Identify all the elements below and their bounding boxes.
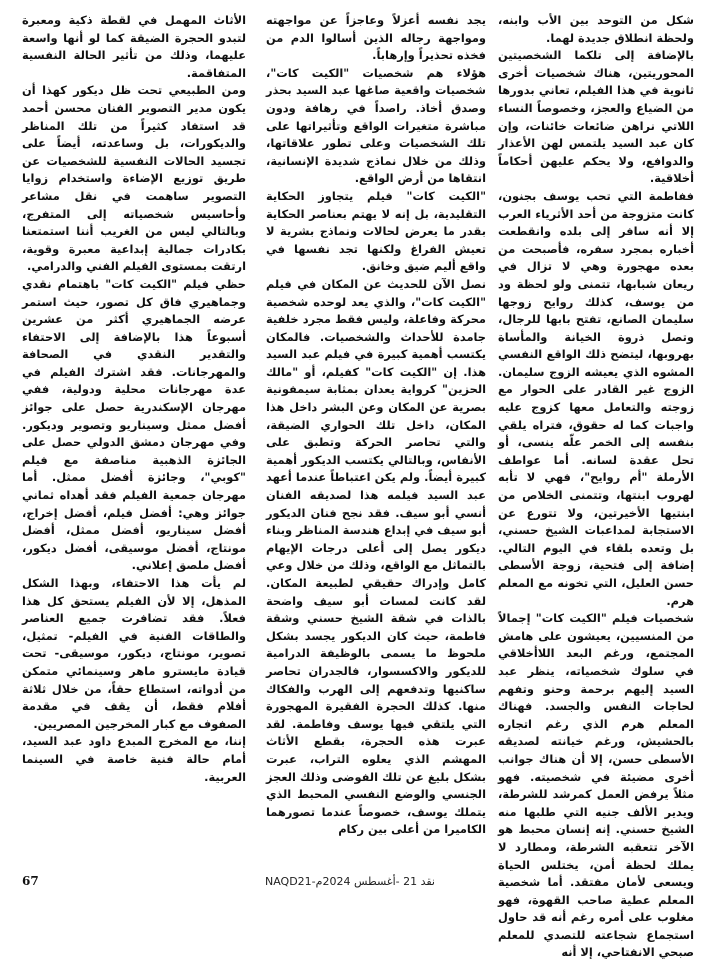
- page-number: 67: [22, 874, 39, 888]
- paragraph: شخصيات فيلم "الكيت كات" إجمالاً من المنسيين، يعيشون على هامش المجتمع، ورغم البعد اللاأخلاقي في سلوك شخصياته، ينظر عبد السيد إليهم برحمة وحنو وتفهم لحاجات النفس والجسد. فهناك المعلم هرم الذي رغم اتجاره بالحشيش، ورغم خيانته لصديقه الأسطى حسن، إلا أن هناك جوانب أخرى مضيئة في شخصيته. فهو مثلاً يرفض العمل كمرشد للشرطة، ويدير الألف جنيه التي طلبها منه الشيخ حسني. إنه إنسان محبط هو الآخر تتعقبه الشرطة، ومطارد لا يملك لحظة أمن، يختلس الحياة ويسعى لأمان مفتقد. أما شخصية المعلم عطية صاحب القهوة، فهو مغلوب على أمره رغم أنه قد حاول استجماع شجاعته للتصدي للمعلم صبحي الانفتاحي، إلا أنه: [498, 611, 694, 960]
- article-column-right: [498, 12, 694, 960]
- paragraph: حظي فيلم "الكيت كات" باهتمام نقدي وجماهيري فاق كل تصور، حيث استمر عرضه الجماهيري أكثر من عشرين أسبوعاً هذا بالإضافة إلى الاحتفاء والتقدير النقدي في الصحافة والمهرجانات. فقد اشترك الفيلم في عدة مهرجانات محلية ودولية، ففي مهرجان الإسكندرية حصل على جوائز أفضل ممثل وسيناريو وتصوير وديكور. وفي مهرجان دمشق الدولي حصل على الجائزة الذهبية مناصفة مع فيلم "كوبي"، وجائزة أفضل ممثل. أما مهرجان جمعية الفيلم فقد أهداه ثماني جوائز وهي: أفضل فيلم، أفضل إخراج، أفضل سيناريو، أفضل ممثل، أفضل مونتاج، أفضل موسيقى، أفضل ديكور، أفضل ملصق إعلاني.: [22, 276, 246, 573]
- paragraph: بالإضافة إلى تلكما الشخصيتين المحوريتين، هناك شخصيات أخرى ثانوية في هذا الفيلم، تعاني بدورها من الضياع والعجز، وخصوصاً النساء اللاتي نراهن ضائعات خائنات، وإن كان عبد السيد يلتمس لهن الأعذار والدوافع، ولا يحكم عليهن أحكاماً أخلاقية.: [498, 48, 694, 186]
- article-column-left: [22, 12, 246, 868]
- paragraph: يجد نفسه أعزلاً وعاجزاً عن مواجهته ومواجهة رجاله الذين أسالوا الدم من فخذه تحذيراً وإرهاباً.: [266, 13, 486, 63]
- issue-footer: نقد 21 -أغسطس 2024م-NAQD21: [264, 875, 435, 888]
- paragraph: ومن الطبيعي تحت ظل ديكور كهذا أن يكون مدير التصوير الفنان محسن أحمد قد استفاد كثيراً من تلك المناظر والديكورات، بل وساعدته، أيضاً على تجسيد الحالات النفسية للشخصيات عن طريق توزيع الإضاءة واستخدام زوايا التصوير ساهمت في نقل مشاعر وأحاسيس شخصياته إلى المتفرج، وبالتالي ليس من الغريب أننا استمتعنا بكادرات جمالية إبداعية معبرة وقوية، ارتقت بمستوى الفيلم الفني والدرامي.: [22, 83, 246, 274]
- paragraph: الأثاث المهمل في لقطة ذكية ومعبرة لتبدو الحجرة الضيقة كما لو أنها واسعة عليهما، وذلك من تأثير الحالة النفسية المتفاقمة.: [22, 13, 246, 80]
- paragraph: ففاطمة التي تحب يوسف بجنون، كانت متزوجة من أحد الأثرياء العرب إلا أنه سافر إلى بلده وانقطعت أخباره بمجرد سفره، فأصبحت من بعده مهجورة وهي لا تزال في ريعان شبابها، تتمنى ولو لحظة ود من يوسف، كذلك روايح زوجها سليمان الصانع، تفتح بابها للرجال، وتصل ذروة الخيانة والمأساة بهروبها، ليتضح ذلك الواقع النفسي المشوه الذي يعيشه الزوج سليمان. الزوج غير القادر على الحوار مع زوجته والتعامل معها كزوج عليه واجبات كما له حقوق، فتراه يلقي بنفسه إلى الخمر علّه ينسى، أو تحل عقدة لسانه. أما عواطف الأرملة "أم روايح"، فهي لا تأبه لهروب ابنتها، وتتمنى الخلاص من ابنتيها الأخيرتين، ولا تتورع عن الاستجابة لمداعبات الشيخ حسني، بل وتعده بلقاء في اليوم التالي. إضافة إلى فتحية، زوجة الأسطى حسن العليل، التي تخونه مع المعلم هرم.: [498, 188, 694, 608]
- paragraph: هؤلاء هم شخصيات "الكيت كات"، شخصيات واقعية صاغها عبد السيد بحذر وصدق أخاذ. راصداً في رهافة ودون مباشرة متغيرات الواقع وتأثيراتها على تلك الشخصيات وعلى تطور علاقاتها، وذلك من خلال نماذج شديدة الإنسانية، انتقاها من أرض الواقع.: [266, 65, 486, 186]
- paragraph: نصل الآن للحديث عن المكان في فيلم "الكيت كات"، والذي يعد لوحده شخصية محركة وفاعلة، وليس فقط مجرد خلفية جامدة للأحداث والشخصيات. فالمكان يكتسب أهمية كبيرة في فيلم عبد السيد هذا. إن "الكيت كات" كفيلم، أو "مالك الحزين" كرواية يعدان بمثابة سيمفونية بصرية عن المكان وعن البشر داخل هذا المكان، داخل تلك الحواري الضيقة، والتي تحاصر الحركة وتطبق على الأنفاس، وبالتالي يكتسب الديكور أهمية كبيرة أيضاً. ولم يكن اعتباطاً عندما أعهد عبد السيد فيلمه هذا لصديقه الفنان أنسي أبو سيف. فقد نجح فنان الديكور أبو سيف في إبداع هندسة المناظر وبناء ديكور يصل إلى أعلى درجات الإيهام بالتماثل مع الواقع، وذلك من خلال وعي كامل وإدراك حقيقي لطبيعة المكان. لقد كانت لمسات أبو سيف واضحة بالذات في شقة الشيخ حسني وشقة فاطمة، حيث كان الديكور يجسد بشكل ملحوظ ما يسمى بالوظيفة الدرامية للديكور والاكسسوار، فالجدران تحاصر ساكنيها وتدفعهم إلى الهرب والفكاك منها. كذلك الحجرة الفقيرة المهجورة التي يلتقي فيها يوسف وفاطمة. لقد عبرت هذه الحجرة، بقطع الأثاث المهشم الذي يعلوه التراب، عبرت بشكل بليغ عن تلك الفوضى وذلك العجز الجنسي والوضع النفسي المحبط الذي يتملك يوسف، خصوصاً عندما تصورهما الكاميرا من أعلى بين ركام: [266, 276, 486, 837]
- paragraph: "الكيت كات" فيلم يتجاوز الحكاية التقليدية، بل إنه لا يهتم بعناصر الحكاية بقدر ما يعرض لحالات ونماذج بشرية لا تعيش الفراغ ولكنها تجد نفسها في واقع أليم ضيق وخانق.: [266, 188, 486, 274]
- paragraph: إننا، مع المخرج المبدع داود عبد السيد، أمام حالة فنية خاصة في السينما العربية.: [22, 734, 246, 784]
- paragraph: لم يأت هذا الاحتفاء، وبهذا الشكل المذهل، إلا لأن الفيلم يستحق كل هذا فعلاً. فقد تضافرت جميع العناصر والطاقات الفنية في الفيلم- تمثيل، تصوير، مونتاج، ديكور، موسيقى- تحت قيادة مايسترو ماهر وسينمائي متمكن من أدواته، استطاع حقاً، من خلال ثلاثة أفلام فقط، أن يقف في مقدمة الصفوف مع كبار المخرجين المصريين.: [22, 576, 246, 731]
- article-column-middle: [266, 12, 486, 868]
- paragraph: شكل من التوحد بين الأب وابنه، ولحظة انطلاق جديدة لهما.: [498, 13, 694, 45]
